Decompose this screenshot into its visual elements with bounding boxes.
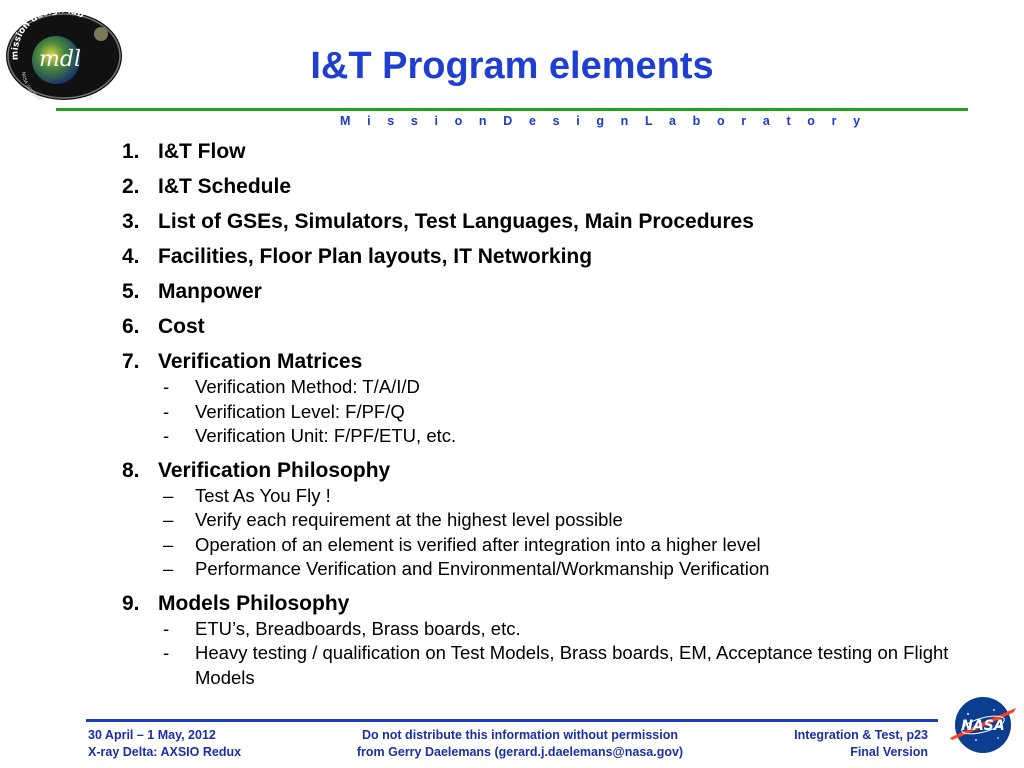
logo-ring-top-text: mission design lab: [10, 8, 86, 61]
footer-version: Final Version: [850, 745, 928, 759]
list-item: [122, 138, 982, 165]
sub-item-text: Verification Unit: F/PF/ETU, etc.: [195, 425, 457, 446]
sub-item-text: Performance Verification and Environmental/Workmanship Verification: [195, 558, 770, 579]
footer-event: X-ray Delta: AXSIO Redux: [88, 745, 242, 759]
nasa-logo-text: NASA: [961, 718, 1005, 734]
list-item-text: Cost: [158, 315, 205, 338]
sub-bullet: -: [163, 425, 170, 446]
list-item-number: 9.: [122, 591, 140, 615]
sub-list-item: [159, 641, 982, 690]
footer-divider: [86, 719, 938, 722]
page-title: I&T Program elements: [310, 45, 714, 87]
list-item-number: 6.: [122, 315, 140, 338]
sub-item-text: Verification Method: T/A/I/D: [195, 376, 420, 397]
sub-list-item: [159, 508, 982, 533]
list-item: [122, 243, 982, 270]
sub-item-text: Test As You Fly !: [195, 484, 331, 506]
sub-list-item: [159, 424, 982, 449]
logo-center-text: mdl: [39, 47, 81, 72]
sub-item-text: Verify each requirement at the highest level possible: [195, 509, 623, 530]
list-item-number: 5.: [122, 280, 140, 303]
list-item-number: 1.: [122, 140, 140, 163]
list-item: [122, 590, 982, 617]
footer-contact: from Gerry Daelemans (gerard.j.daelemans@nasa.gov): [356, 745, 684, 759]
list-item-text: Models Philosophy: [158, 591, 350, 615]
sub-list-item: [159, 617, 982, 642]
list-item-number: 4.: [122, 245, 140, 268]
sub-list-item: [159, 375, 982, 400]
list-item-text: I&T Flow: [158, 140, 246, 163]
list-item-number: 3.: [122, 210, 140, 233]
sub-list: [159, 617, 982, 691]
list-item-text: Manpower: [158, 280, 262, 303]
sub-list-item: [159, 557, 982, 582]
lab-subtitle: M i s s i o n D e s i g n L a b o r a t o r y: [340, 114, 867, 128]
nasa-logo: [948, 694, 1018, 756]
footer-section: Integration & Test, p23: [794, 728, 928, 742]
sub-list-item: [159, 533, 982, 558]
sub-bullet: –: [163, 509, 174, 530]
sub-list-item: [159, 400, 982, 425]
sub-item-text: Verification Level: F/PF/Q: [195, 400, 405, 422]
sub-item-text: Heavy testing / qualification on Test Models, Brass boards, EM, Acceptance testing on Flight Models: [195, 642, 949, 688]
sub-bullet: -: [163, 400, 170, 422]
footer-center: [330, 727, 710, 761]
list-item: [122, 208, 982, 235]
sub-item-text: ETU’s, Breadboards, Brass boards, etc.: [195, 617, 521, 639]
list-item-text: Facilities, Floor Plan layouts, IT Networking: [158, 245, 593, 268]
list-item-text: Verification Philosophy: [158, 458, 391, 482]
logo-ring-bottom-text: NASA GODDAR R: [19, 71, 95, 100]
list-item: [122, 348, 982, 375]
list-item-number: 7.: [122, 350, 140, 373]
footer-date: 30 April – 1 May, 2012: [88, 728, 216, 742]
sub-bullet: –: [163, 533, 174, 555]
footer-right: [794, 727, 928, 761]
list-item: [122, 313, 982, 340]
program-elements-list: [122, 138, 982, 690]
sub-bullet: -: [163, 376, 170, 397]
sub-bullet: -: [163, 617, 170, 639]
sub-item-text: Operation of an element is verified after integration into a higher level: [195, 533, 761, 555]
title-divider: [56, 108, 968, 111]
list-item-number: 2.: [122, 175, 140, 198]
sub-bullet: –: [163, 558, 174, 579]
sub-bullet: -: [163, 642, 170, 663]
sub-list: [159, 375, 982, 449]
sub-list-item: [159, 484, 982, 509]
list-item: [122, 173, 982, 200]
footer-notice: Do not distribute this information without permission: [362, 728, 678, 742]
list-item-text: I&T Schedule: [158, 175, 292, 198]
footer-left: [88, 727, 241, 761]
list-item-text: List of GSEs, Simulators, Test Languages, Main Procedures: [158, 210, 754, 233]
list-item-text: Verification Matrices: [158, 350, 363, 373]
list-item-number: 8.: [122, 458, 140, 482]
sub-list: [159, 484, 982, 582]
list-item: [122, 278, 982, 305]
list-item: [122, 457, 982, 484]
sub-bullet: –: [163, 484, 174, 506]
